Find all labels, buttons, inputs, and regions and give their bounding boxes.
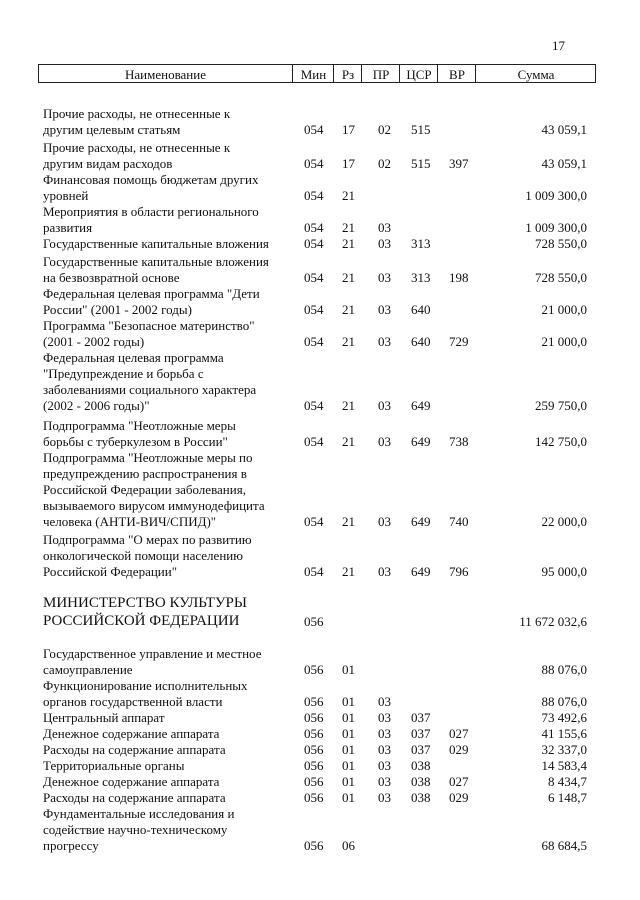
row-rz: 21: [342, 564, 355, 579]
row-name-line: Фундаментальные исследования и: [43, 806, 235, 821]
row-name-line: на безвозвратной основе: [43, 270, 180, 285]
row-pr: 03: [378, 774, 391, 789]
row-pr: 03: [378, 694, 391, 709]
row-rz: 01: [342, 742, 355, 757]
row-min: 056: [304, 662, 324, 677]
table-row: [0, 758, 640, 774]
row-pr: 03: [378, 742, 391, 757]
row-min: 056: [304, 726, 324, 741]
row-sum: 728 550,0: [535, 236, 587, 251]
row-pr: 03: [378, 514, 391, 529]
row-name-line: содействие научно-техническому: [43, 822, 228, 837]
row-name-line: (2001 - 2002 годы): [43, 334, 145, 349]
table-row: [0, 450, 640, 530]
row-name-line: человека (АНТИ-ВИЧ/СПИД)": [43, 514, 217, 529]
row-name: [43, 418, 293, 450]
row-rz: 01: [342, 710, 355, 725]
row-name-line: другим целевым статьям: [43, 122, 181, 137]
row-sum: 21 000,0: [541, 334, 587, 349]
row-min: 054: [304, 270, 324, 285]
row-min: 054: [304, 156, 324, 171]
table-row: [0, 350, 640, 414]
row-min: 054: [304, 122, 324, 137]
row-min: 056: [304, 838, 324, 853]
row-csr: 640: [411, 302, 431, 317]
row-min: 054: [304, 434, 324, 449]
row-name: [43, 790, 293, 806]
row-pr: 03: [378, 398, 391, 413]
row-pr: 03: [378, 758, 391, 773]
row-name-line: Денежное содержание аппарата: [43, 726, 220, 741]
row-name: [43, 450, 293, 530]
row-csr: 649: [411, 434, 431, 449]
row-rz: 01: [342, 726, 355, 741]
table-row: [0, 418, 640, 450]
row-vr: 029: [449, 790, 469, 805]
row-name-line: Денежное содержание аппарата: [43, 774, 220, 789]
page-number: 17: [552, 38, 565, 53]
row-pr: 03: [378, 334, 391, 349]
table-row: [0, 774, 640, 790]
row-sum: 11 672 032,6: [519, 614, 587, 629]
row-rz: 21: [342, 302, 355, 317]
table-row: [0, 726, 640, 742]
row-min: 056: [304, 614, 324, 629]
row-name: [43, 742, 293, 758]
row-sum: 43 059,1: [541, 156, 587, 171]
row-pr: 03: [378, 790, 391, 805]
row-name: [43, 106, 293, 138]
row-name: [43, 140, 293, 172]
row-vr: 027: [449, 774, 469, 789]
row-name: [43, 286, 293, 318]
row-name-line: органов государственной власти: [43, 694, 223, 709]
row-sum: 259 750,0: [535, 398, 587, 413]
row-sum: 728 550,0: [535, 270, 587, 285]
row-pr: 03: [378, 726, 391, 741]
row-sum: 142 750,0: [535, 434, 587, 449]
row-csr: 038: [411, 774, 431, 789]
row-name: [43, 758, 293, 774]
row-name: [43, 172, 293, 204]
header-name: Наименование: [125, 67, 206, 82]
row-min: 054: [304, 302, 324, 317]
row-min: 056: [304, 710, 324, 725]
row-rz: 17: [342, 156, 355, 171]
row-min: 056: [304, 742, 324, 757]
row-vr: 397: [449, 156, 469, 171]
row-rz: 01: [342, 774, 355, 789]
row-name-line: другим видам расходов: [43, 156, 173, 171]
row-name-line: развития: [43, 220, 93, 235]
header-rz: Рз: [333, 65, 362, 82]
row-pr: 02: [378, 156, 391, 171]
row-min: 056: [304, 758, 324, 773]
row-name: [43, 678, 293, 710]
row-pr: 03: [378, 434, 391, 449]
table-row: [0, 806, 640, 854]
row-min: 056: [304, 774, 324, 789]
row-csr: 515: [411, 122, 431, 137]
row-rz: 01: [342, 790, 355, 805]
row-name-line: Прочие расходы, не отнесенные к: [43, 140, 231, 155]
row-min: 056: [304, 694, 324, 709]
row-sum: 41 155,6: [541, 726, 587, 741]
row-rz: 21: [342, 188, 355, 203]
row-name-line: вызываемого вирусом иммунодефицита: [43, 498, 265, 513]
row-sum: 73 492,6: [541, 710, 587, 725]
table-row: [0, 742, 640, 758]
row-rz: 01: [342, 758, 355, 773]
table-row: [0, 140, 640, 172]
table-row: [0, 254, 640, 286]
row-min: 054: [304, 236, 324, 251]
row-name-line: Государственное управление и местное: [43, 646, 262, 661]
table-row: [0, 594, 640, 630]
header-vr: ВР: [437, 65, 476, 82]
row-rz: 21: [342, 236, 355, 251]
row-vr: 740: [449, 514, 469, 529]
row-name-line: Прочие расходы, не отнесенные к: [43, 106, 231, 121]
header-pr: ПР: [361, 65, 400, 82]
row-pr: 03: [378, 236, 391, 251]
row-csr: 037: [411, 742, 431, 757]
row-name: [43, 204, 293, 236]
row-name-line: Программа "Безопасное материнство": [43, 318, 255, 333]
row-min: 054: [304, 398, 324, 413]
row-sum: 88 076,0: [541, 694, 587, 709]
row-vr: 198: [449, 270, 469, 285]
row-name-line: Российской Федерации": [43, 564, 178, 579]
row-rz: 21: [342, 398, 355, 413]
row-rz: 21: [342, 270, 355, 285]
row-csr: 649: [411, 398, 431, 413]
row-csr: 313: [411, 236, 431, 251]
row-name-line: России" (2001 - 2002 годы): [43, 302, 192, 317]
table-row: [0, 710, 640, 726]
row-rz: 21: [342, 434, 355, 449]
row-sum: 8 434,7: [548, 774, 587, 789]
row-name-line: (2002 - 2006 годы)": [43, 398, 150, 413]
table-row: [0, 204, 640, 236]
row-name-line: Центральный аппарат: [43, 710, 165, 725]
row-rz: 21: [342, 334, 355, 349]
row-name: [43, 532, 293, 580]
row-name: [43, 254, 293, 286]
row-name: [43, 710, 293, 726]
row-name: [43, 594, 293, 630]
row-csr: 038: [411, 758, 431, 773]
table-row: [0, 236, 640, 252]
row-sum: 32 337,0: [541, 742, 587, 757]
row-name-line: самоуправление: [43, 662, 133, 677]
row-csr: 037: [411, 710, 431, 725]
row-pr: 03: [378, 302, 391, 317]
row-vr: 027: [449, 726, 469, 741]
row-sum: 22 000,0: [541, 514, 587, 529]
row-name: [43, 236, 293, 252]
row-vr: 729: [449, 334, 469, 349]
row-name-line: Подпрограмма "Неотложные меры по: [43, 450, 253, 465]
header-sum: Сумма: [475, 65, 596, 82]
row-sum: 88 076,0: [541, 662, 587, 677]
row-name: [43, 646, 293, 678]
table-row: [0, 678, 640, 710]
row-csr: 038: [411, 790, 431, 805]
table-row: [0, 286, 640, 318]
row-name-line: онкологической помощи населению: [43, 548, 243, 563]
table-row: [0, 172, 640, 204]
row-csr: 649: [411, 564, 431, 579]
row-name-line: Финансовая помощь бюджетам других: [43, 172, 259, 187]
table-row: [0, 106, 640, 138]
table-row: [0, 646, 640, 678]
row-csr: 313: [411, 270, 431, 285]
header-csr: ЦСР: [399, 65, 438, 82]
row-rz: 06: [342, 838, 355, 853]
row-sum: 21 000,0: [541, 302, 587, 317]
row-name: [43, 318, 293, 350]
row-sum: 68 684,5: [541, 838, 587, 853]
row-name-line: заболеваниями социального характера: [43, 382, 257, 397]
header-min: Мин: [292, 65, 334, 82]
row-name-line: Федеральная целевая программа: [43, 350, 224, 365]
row-name-line: "Предупреждение и борьба с: [43, 366, 204, 381]
row-rz: 21: [342, 220, 355, 235]
row-name: [43, 806, 293, 854]
row-name-line: Функционирование исполнительных: [43, 678, 248, 693]
table-row: [0, 318, 640, 350]
row-rz: 17: [342, 122, 355, 137]
row-min: 054: [304, 564, 324, 579]
row-sum: 6 148,7: [548, 790, 587, 805]
row-rz: 01: [342, 694, 355, 709]
row-pr: 02: [378, 122, 391, 137]
row-csr: 640: [411, 334, 431, 349]
row-name-line: предупреждению распространения в: [43, 466, 247, 481]
row-name-line: Государственные капитальные вложения: [43, 254, 269, 269]
row-pr: 03: [378, 220, 391, 235]
row-min: 056: [304, 790, 324, 805]
row-name-line: уровней: [43, 188, 89, 203]
row-sum: 1 009 300,0: [525, 220, 587, 235]
row-sum: 1 009 300,0: [525, 188, 587, 203]
row-name: [43, 774, 293, 790]
row-name-line: Расходы на содержание аппарата: [43, 790, 226, 805]
row-sum: 95 000,0: [541, 564, 587, 579]
row-pr: 03: [378, 564, 391, 579]
row-name: [43, 726, 293, 742]
row-name-line: Расходы на содержание аппарата: [43, 742, 226, 757]
row-min: 054: [304, 188, 324, 203]
row-sum: 14 583,4: [541, 758, 587, 773]
row-name-line: прогрессу: [43, 838, 99, 853]
row-csr: 649: [411, 514, 431, 529]
row-vr: 738: [449, 434, 469, 449]
row-rz: 01: [342, 662, 355, 677]
row-name-line: Российской Федерации заболевания,: [43, 482, 246, 497]
row-vr: 029: [449, 742, 469, 757]
row-pr: 03: [378, 710, 391, 725]
row-vr: 796: [449, 564, 469, 579]
row-name-line: Подпрограмма "О мерах по развитию: [43, 532, 252, 547]
table-row: [0, 790, 640, 806]
row-sum: 43 059,1: [541, 122, 587, 137]
row-name-line: Территориальные органы: [43, 758, 185, 773]
row-csr: 515: [411, 156, 431, 171]
row-name-line: МИНИСТЕРСТВО КУЛЬТУРЫ: [43, 595, 247, 611]
row-name-line: Подпрограмма "Неотложные меры: [43, 418, 236, 433]
row-min: 054: [304, 514, 324, 529]
row-min: 054: [304, 334, 324, 349]
row-name-line: Федеральная целевая программа "Дети: [43, 286, 260, 301]
row-rz: 21: [342, 514, 355, 529]
row-name-line: борьбы с туберкулезом в России": [43, 434, 228, 449]
table-row: [0, 532, 640, 580]
row-csr: 037: [411, 726, 431, 741]
row-min: 054: [304, 220, 324, 235]
row-pr: 03: [378, 270, 391, 285]
row-name-line: Государственные капитальные вложения: [43, 236, 269, 251]
row-name: [43, 350, 293, 414]
row-name-line: РОССИЙСКОЙ ФЕДЕРАЦИИ: [43, 613, 240, 629]
row-name-line: Мероприятия в области регионального: [43, 204, 259, 219]
